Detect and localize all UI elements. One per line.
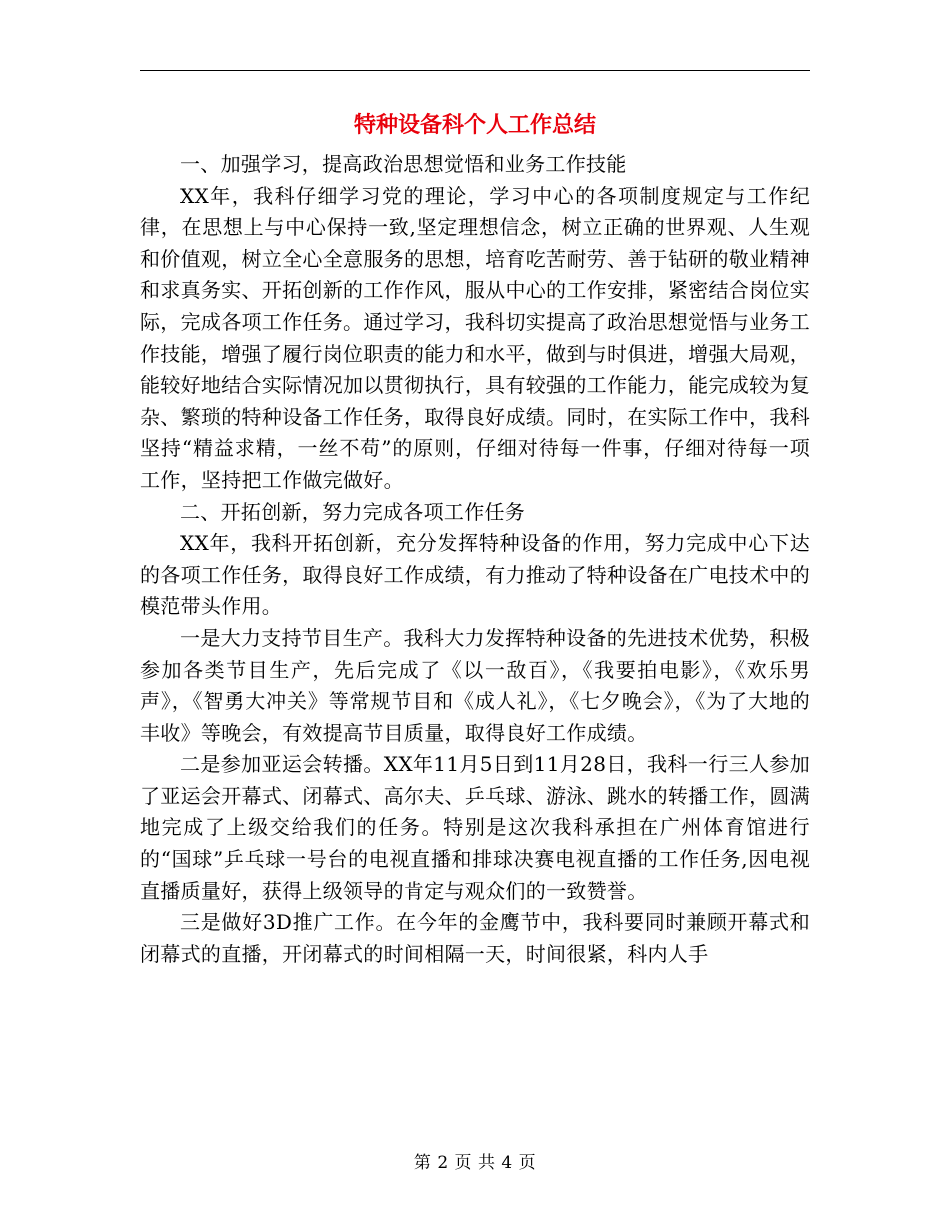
- page-number-footer: 第 2 页 共 4 页: [413, 1153, 537, 1173]
- document-title: 特种设备科个人工作总结: [353, 113, 596, 138]
- header-rule: [140, 70, 810, 71]
- paragraph-study: XX年，我科仔细学习党的理论，学习中心的各项制度规定与工作纪律，在思想上与中心保持一致,坚定理想信念，树立正确的世界观、人生观和价值观，树立全心全意服务的思想，培育吃苦耐劳、善于钻研的敬业精神和求真务实、开拓创新的工作作风，服从中心的工作安排，紧密结合岗位实际，完成各项工作任务。通过学习，我科切实提高了政治思想觉悟与业务工作技能，增强了履行岗位职责的能力和水平，做到与时俱进，增强大局观，能较好地结合实际情况加以贯彻执行，具有较强的工作能力，能完成较为复杂、繁琐的特种设备工作任务，取得良好成绩。同时，在实际工作中，我科坚持“精益求精，一丝不苟”的原则，仔细对待每一件事，仔细对待每一项工作，坚持把工作做完做好。: [140, 183, 810, 492]
- paragraph-program-production: 一是大力支持节目生产。我科大力发挥特种设备的先进技术优势，积极参加各类节目生产，先后完成了《以一敌百》，《我要拍电影》，《欢乐男声》，《智勇大冲关》等常规节目和《成人礼》，《七夕晚会》，《为了大地的丰收》等晚会，有效提高节目质量，取得良好工作成绩。: [140, 625, 810, 745]
- paragraph-3d-promotion: 三是做好3D推广工作。在今年的金鹰节中，我科要同时兼顾开幕式和闭幕式的直播，开闭幕式的时间相隔一天，时间很紧，科内人手: [140, 910, 810, 966]
- section-heading-1: 一、加强学习，提高政治思想觉悟和业务工作技能: [180, 152, 627, 176]
- document-body: [140, 149, 810, 970]
- paragraph-asian-games: 二是参加亚运会转播。XX年11月5日到11月28日，我科一行三人参加了亚运会开幕式、闭幕式、高尔夫、乒乓球、游泳、跳水的转播工作，圆满地完成了上级交给我们的任务。特别是这次我科承担在广州体育馆进行的“国球”乒乓球一号台的电视直播和排球决赛电视直播的工作任务,因电视直播质量好，获得上级领导的肯定与观众们的一致赞誉。: [140, 752, 810, 903]
- section-heading-2: 二、开拓创新，努力完成各项工作任务: [180, 499, 526, 524]
- paragraph-innovation: XX年，我科开拓创新，充分发挥特种设备的作用，努力完成中心下达的各项工作任务，取得良好工作成绩，有力推动了特种设备在广电技术中的模范带头作用。: [140, 531, 810, 619]
